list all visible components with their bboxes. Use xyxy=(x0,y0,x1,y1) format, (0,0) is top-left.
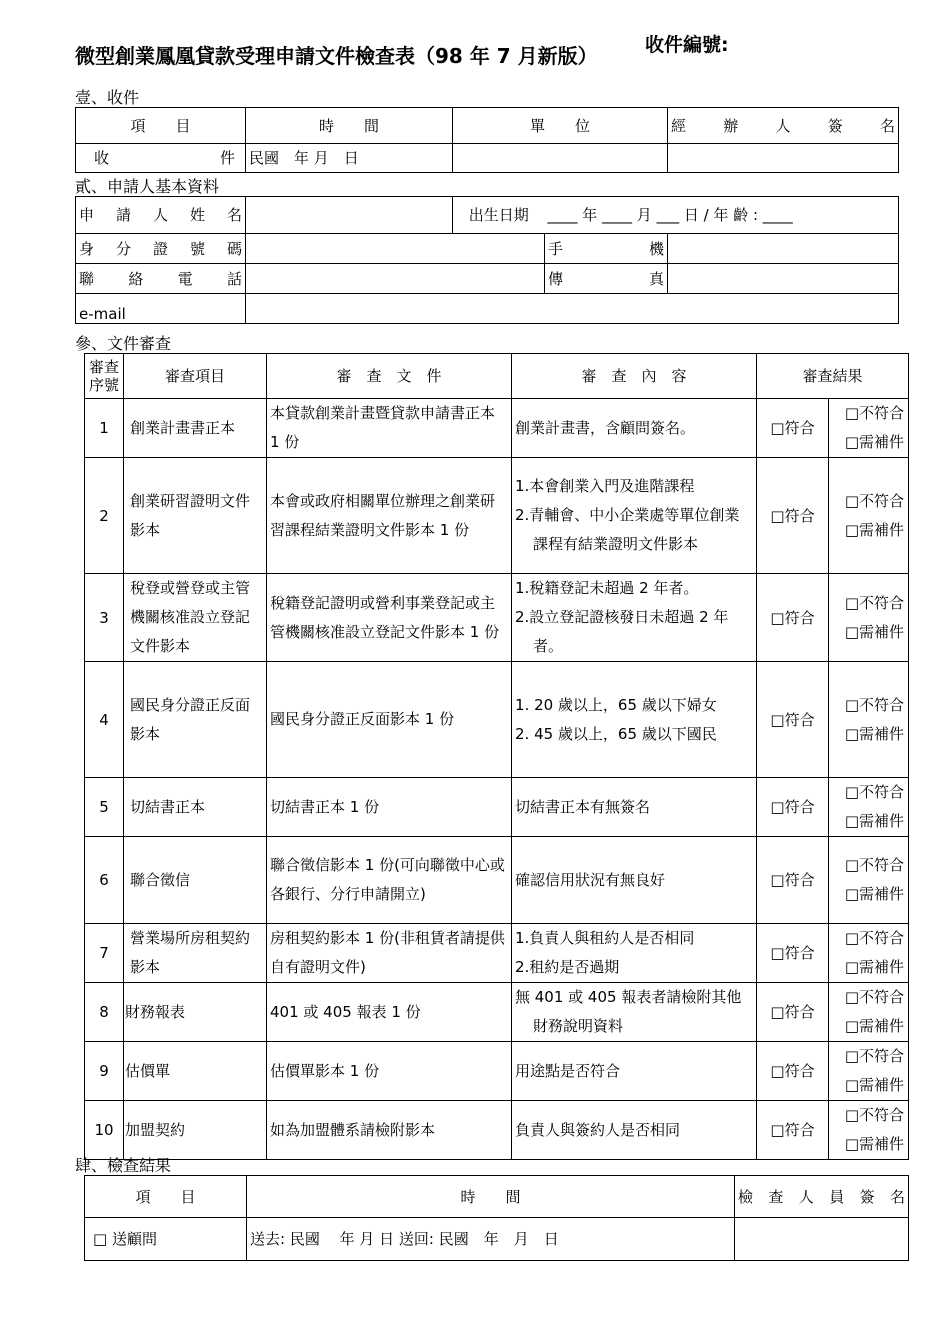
review-row-content xyxy=(512,983,757,1042)
receipt-table xyxy=(75,107,899,173)
review-row-content xyxy=(512,399,757,458)
mobile-field[interactable] xyxy=(668,234,899,264)
review-row-document: 稅籍登記證明或營利事業登記或主管機關核准設立登記文件影本 1 份 xyxy=(267,574,512,662)
review-row-no: 2 xyxy=(85,458,124,574)
review-ok-checkbox[interactable]: □符合 xyxy=(757,399,829,458)
review-row-item: 財務報表 xyxy=(124,983,267,1042)
section-result-label: 肆、檢查結果 xyxy=(75,1156,172,1175)
review-row-document: 國民身分證正反面影本 1 份 xyxy=(267,662,512,778)
review-row-item: 國民身分證正反面影本 xyxy=(124,662,267,778)
receipt-header-item: 項 目 xyxy=(76,108,246,144)
document-review-table xyxy=(84,353,909,1160)
result-header-item: 項 目 xyxy=(85,1176,247,1218)
receipt-row-signature[interactable] xyxy=(668,144,899,173)
review-row-no: 8 xyxy=(85,983,124,1042)
review-row-document: 401 或 405 報表 1 份 xyxy=(267,983,512,1042)
review-need-supplement-checkbox[interactable]: □需補件 xyxy=(844,1135,905,1153)
review-row-item: 創業研習證明文件影本 xyxy=(124,458,267,574)
review-result-cell xyxy=(829,1042,909,1101)
review-row-content xyxy=(512,924,757,983)
review-content-line: 創業計畫書，含顧問簽名。 xyxy=(515,418,696,437)
review-row-item: 估價單 xyxy=(124,1042,267,1101)
review-row xyxy=(85,924,909,983)
review-row-no: 6 xyxy=(85,837,124,924)
review-header-item: 審查項目 xyxy=(124,354,267,399)
review-result-cell xyxy=(829,399,909,458)
review-row-no: 1 xyxy=(85,399,124,458)
email-label: e-mail xyxy=(76,294,246,324)
review-need-supplement-checkbox[interactable]: □需補件 xyxy=(844,812,905,830)
review-row-content xyxy=(512,574,757,662)
review-row xyxy=(85,837,909,924)
review-row-content xyxy=(512,662,757,778)
review-row-content xyxy=(512,458,757,574)
review-result-cell xyxy=(829,1101,909,1160)
review-content-line: 1.本會創業入門及進階課程 xyxy=(515,477,695,495)
review-need-supplement-checkbox[interactable]: □需補件 xyxy=(844,520,905,539)
review-content-line: 無 401 或 405 報表者請檢附其他財務說明資料 xyxy=(515,988,742,1035)
applicant-name-label: 申請人姓名 xyxy=(76,197,246,234)
review-content-line: 負責人與簽約人是否相同 xyxy=(515,1120,681,1139)
review-ok-checkbox[interactable]: □符合 xyxy=(757,778,829,837)
review-need-supplement-checkbox[interactable]: □需補件 xyxy=(844,885,905,903)
review-row-content xyxy=(512,837,757,924)
review-not-ok-checkbox[interactable]: □不符合 xyxy=(844,491,905,510)
review-ok-checkbox[interactable]: □符合 xyxy=(757,662,829,778)
fax-label: 傳真 xyxy=(545,264,668,294)
review-row-item: 稅登或營登或主管機關核准設立登記文件影本 xyxy=(124,574,267,662)
email-field[interactable] xyxy=(246,294,899,324)
review-result-cell xyxy=(829,924,909,983)
review-row-no: 3 xyxy=(85,574,124,662)
result-table xyxy=(84,1175,909,1261)
result-header-time: 時 間 xyxy=(247,1176,735,1218)
review-row xyxy=(85,662,909,778)
review-row xyxy=(85,1042,909,1101)
section-applicant-label: 貳、申請人基本資料 xyxy=(75,177,220,196)
receipt-row-time[interactable]: 民國 年 月 日 xyxy=(246,144,453,173)
review-row xyxy=(85,983,909,1042)
send-consultant-checkbox[interactable]: □ 送顧問 xyxy=(85,1218,247,1261)
receipt-header-unit: 單 位 xyxy=(453,108,668,144)
birth-date-field[interactable]: ____ 年 ____ 月 ___ 日 / 年 齡 : ____ xyxy=(545,197,899,234)
review-need-supplement-checkbox[interactable]: □需補件 xyxy=(844,958,905,976)
review-row-document: 聯合徵信影本 1 份(可向聯徵中心或各銀行、分行申請開立) xyxy=(267,837,512,924)
review-row-no: 4 xyxy=(85,662,124,778)
review-not-ok-checkbox[interactable]: □不符合 xyxy=(844,1047,905,1065)
review-row xyxy=(85,399,909,458)
review-row-no: 10 xyxy=(85,1101,124,1160)
review-result-cell xyxy=(829,778,909,837)
review-content-line: 1. 20 歲以上，65 歲以下婦女 xyxy=(515,695,717,714)
result-row-time[interactable]: 送去: 民國 年 月 日 送回: 民國 年 月 日 xyxy=(247,1218,735,1261)
review-need-supplement-checkbox[interactable]: □需補件 xyxy=(844,1076,905,1094)
review-not-ok-checkbox[interactable]: □不符合 xyxy=(844,988,905,1006)
review-need-supplement-checkbox[interactable]: □需補件 xyxy=(844,1017,905,1035)
result-header-signature: 檢查人員簽名 xyxy=(735,1176,909,1218)
review-content-line: 確認信用狀況有無良好 xyxy=(515,870,666,889)
id-number-label: 身分證號碼 xyxy=(76,234,246,264)
review-result-cell xyxy=(829,662,909,778)
review-row-content xyxy=(512,1042,757,1101)
review-row-document: 如為加盟體系請檢附影本 xyxy=(267,1101,512,1160)
phone-label: 聯絡電話 xyxy=(76,264,246,294)
review-row-no: 5 xyxy=(85,778,124,837)
section-receipt-label: 壹、收件 xyxy=(75,88,140,107)
review-row-content xyxy=(512,778,757,837)
id-number-field[interactable] xyxy=(246,234,545,264)
review-content-line: 1.負責人與租約人是否相同 xyxy=(515,929,695,947)
review-row xyxy=(85,1101,909,1160)
receipt-row-unit[interactable] xyxy=(453,144,668,173)
review-header-content: 審 查 內 容 xyxy=(512,354,757,399)
review-row-document: 房租契約影本 1 份(非租賃者請提供自有證明文件) xyxy=(267,924,512,983)
review-ok-checkbox[interactable]: □符合 xyxy=(757,574,829,662)
receipt-header-time: 時 間 xyxy=(246,108,453,144)
review-content-line: 2. 45 歲以上，65 歲以下國民 xyxy=(515,724,717,743)
review-result-cell xyxy=(829,983,909,1042)
review-not-ok-checkbox[interactable]: □不符合 xyxy=(844,695,905,714)
review-row-no: 7 xyxy=(85,924,124,983)
review-row-item: 切結書正本 xyxy=(124,778,267,837)
review-row-no: 9 xyxy=(85,1042,124,1101)
review-need-supplement-checkbox[interactable]: □需補件 xyxy=(844,433,905,451)
review-ok-checkbox[interactable]: □符合 xyxy=(757,1042,829,1101)
review-ok-checkbox[interactable]: □符合 xyxy=(757,983,829,1042)
review-row-document: 本貸款創業計畫暨貸款申請書正本 1 份 xyxy=(267,399,512,458)
review-ok-checkbox[interactable]: □符合 xyxy=(757,837,829,924)
receipt-header-signature: 經 辦 人 簽 名 xyxy=(668,108,899,144)
review-not-ok-checkbox[interactable]: □不符合 xyxy=(844,929,905,947)
receipt-number-label: 收件編號: xyxy=(645,34,729,56)
review-need-supplement-checkbox[interactable]: □需補件 xyxy=(844,724,905,743)
review-row xyxy=(85,574,909,662)
review-not-ok-checkbox[interactable]: □不符合 xyxy=(844,856,905,874)
review-row xyxy=(85,778,909,837)
page-title: 微型創業鳳凰貸款受理申請文件檢查表（98 年 7 月新版） xyxy=(75,44,598,68)
review-row-item: 加盟契約 xyxy=(124,1101,267,1160)
review-result-cell xyxy=(829,837,909,924)
birth-date-label: 出生日期 xyxy=(453,197,545,234)
review-row-document: 本會或政府相關單位辦理之創業研習課程結業證明文件影本 1 份 xyxy=(267,458,512,574)
review-header-no: 審查序號 xyxy=(85,354,124,399)
review-result-cell xyxy=(829,574,909,662)
review-content-line: 2.租約是否過期 xyxy=(515,958,620,976)
review-content-line: 切結書正本有無簽名 xyxy=(515,797,651,816)
review-not-ok-checkbox[interactable]: □不符合 xyxy=(844,593,905,612)
review-not-ok-checkbox[interactable]: □不符合 xyxy=(844,1106,905,1124)
applicant-name-field[interactable] xyxy=(246,197,453,234)
review-row-document: 切結書正本 1 份 xyxy=(267,778,512,837)
inspector-signature-field[interactable] xyxy=(735,1218,909,1261)
review-row-content xyxy=(512,1101,757,1160)
review-ok-checkbox[interactable]: □符合 xyxy=(757,458,829,574)
review-header-document: 審 查 文 件 xyxy=(267,354,512,399)
mobile-label: 手機 xyxy=(545,234,668,264)
phone-field[interactable] xyxy=(246,264,545,294)
review-ok-checkbox[interactable]: □符合 xyxy=(757,924,829,983)
review-row-item: 聯合徵信 xyxy=(124,837,267,924)
fax-field[interactable] xyxy=(668,264,899,294)
review-ok-checkbox[interactable]: □符合 xyxy=(757,1101,829,1160)
review-result-cell xyxy=(829,458,909,574)
review-row-item: 創業計畫書正本 xyxy=(124,399,267,458)
review-row-item: 營業場所房租契約影本 xyxy=(124,924,267,983)
review-not-ok-checkbox[interactable]: □不符合 xyxy=(844,404,905,422)
review-content-line: 2.青輔會、中小企業處等單位創業課程有結業證明文件影本 xyxy=(515,506,740,553)
review-content-line: 用途點是否符合 xyxy=(515,1061,621,1080)
review-content-line: 2.設立登記證核發日未超過 2 年者。 xyxy=(515,608,729,655)
receipt-row-item: 收件 xyxy=(76,144,246,173)
review-not-ok-checkbox[interactable]: □不符合 xyxy=(844,783,905,801)
review-content-line: 1.稅籍登記未超過 2 年者。 xyxy=(515,579,699,597)
review-row xyxy=(85,458,909,574)
review-need-supplement-checkbox[interactable]: □需補件 xyxy=(844,622,905,641)
review-row-document: 估價單影本 1 份 xyxy=(267,1042,512,1101)
applicant-table xyxy=(75,196,899,324)
section-review-label: 參、文件審查 xyxy=(75,334,172,353)
review-header-result: 審查結果 xyxy=(757,354,909,399)
